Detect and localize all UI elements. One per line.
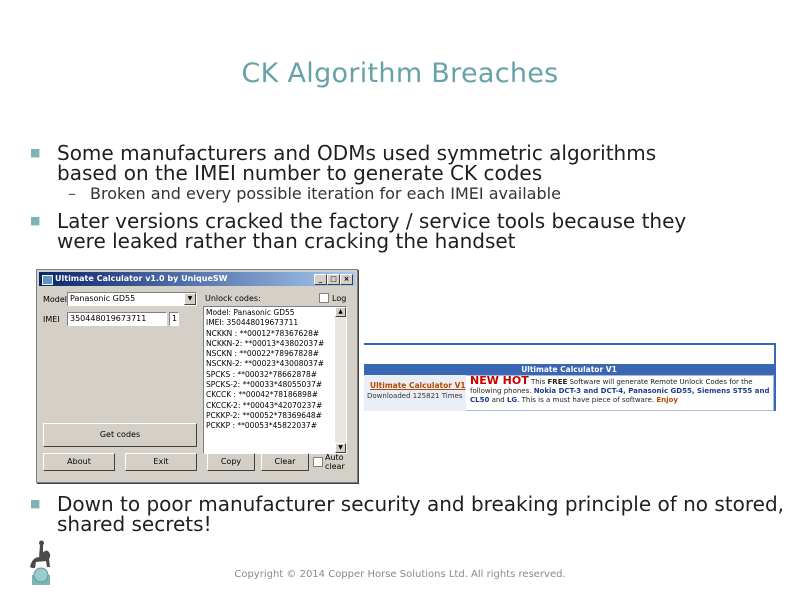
banner-lg: LG (506, 396, 518, 404)
code-line: Model: Panasonic GD55 (206, 308, 295, 317)
imei-label: IMEI (43, 315, 60, 324)
calculator-titlebar[interactable] (39, 272, 355, 286)
minimize-button[interactable]: _ (314, 274, 327, 285)
banner-side-bar (774, 343, 776, 411)
code-line: CKCCK-2: **00043*42070237# (206, 400, 323, 410)
bullet-1-line-1: Some manufacturers and ODMs used symmetric algorithms (57, 141, 657, 165)
banner-link[interactable]: Ultimate Calculator V1 (370, 381, 466, 390)
sub-bullet-text: Broken and every possible iteration for each IMEI available (90, 184, 561, 203)
code-line: IMEI: 350448019673711 (206, 318, 299, 328)
code-line: NCKKN : **00012*78367628# (206, 328, 320, 338)
model-label: Model (43, 295, 68, 304)
banner-top-line (364, 343, 774, 345)
calculator-title: Ultimate Calculator v1.0 by UniqueSW (55, 274, 228, 283)
banner-text-pre: This (530, 378, 548, 386)
app-icon (42, 275, 53, 285)
bullet-2-line-2: were leaked rather than cracking the handset (57, 229, 516, 253)
imei-check-digit: 1 (169, 312, 179, 326)
sub-bullet (68, 184, 561, 203)
code-line: NCKKN-2: **00013*43802037# (206, 338, 325, 348)
square-bullet-icon: ■ (30, 497, 41, 510)
auto-clear-checkbox[interactable] (313, 457, 323, 467)
banner-description (470, 376, 770, 405)
unlock-codes-output[interactable] (203, 306, 347, 454)
bullet-1-line-2: based on the IMEI number to generate CK codes (57, 161, 543, 185)
scroll-down-icon[interactable]: ▼ (335, 443, 346, 453)
banner-phones: Nokia DCT-3 and DCT-4, Panasonic GD55, Siemens ST55 and CL50 (470, 387, 770, 404)
auto-clear-label: Auto clear (325, 453, 345, 471)
get-codes-button[interactable]: Get codes (43, 423, 197, 447)
code-line: SPCKS-2: **00033*48055037# (206, 380, 323, 390)
dash-bullet-icon: – (68, 184, 76, 203)
model-value: Panasonic GD55 (70, 294, 136, 303)
scroll-up-icon[interactable]: ▲ (335, 307, 346, 317)
bullet-2-line-1: Later versions cracked the factory / service tools because they (57, 209, 687, 233)
log-label: Log (332, 294, 347, 303)
maximize-button[interactable]: □ (327, 274, 340, 285)
banner-free: FREE (547, 378, 568, 386)
banner-header: Ultimate Calculator V1 (364, 364, 774, 375)
code-line: SPCKS : **00032*78662878# (206, 369, 318, 379)
close-button[interactable]: × (340, 274, 353, 285)
code-line: NSCKN : **00022*78967828# (206, 349, 319, 359)
calculator-window (36, 269, 358, 483)
chevron-down-icon[interactable]: ▼ (184, 293, 196, 305)
model-select[interactable] (67, 292, 197, 306)
download-banner (364, 343, 774, 411)
code-line: NSCKN-2: **00023*43008037# (206, 359, 325, 369)
new-hot-label: NEW HOT (470, 374, 529, 387)
code-line: PCKKP-2: **00052*78369648# (206, 410, 322, 420)
copyright-footer: Copyright © 2014 Copper Horse Solutions Ltd. All rights reserved. (234, 569, 566, 580)
square-bullet-icon: ■ (30, 214, 41, 227)
vertical-scrollbar[interactable] (335, 307, 346, 453)
banner-text-end: . This is a must have piece of software. (517, 396, 657, 404)
unlock-codes-label: Unlock codes: (205, 294, 261, 303)
code-line: CKCCK : **00042*78186898# (206, 390, 318, 400)
square-bullet-icon: ■ (30, 146, 41, 159)
bullet-3-line-2: shared secrets! (57, 512, 212, 536)
exit-button[interactable]: Exit (125, 453, 197, 471)
imei-input[interactable]: 350448019673711 (67, 312, 167, 326)
banner-downloads: Downloaded 125821 Times (367, 392, 463, 400)
bullet-3-line-1: Down to poor manufacturer security and breaking principle of no stored, (57, 492, 785, 516)
slide-title: CK Algorithm Breaches (241, 58, 559, 89)
banner-left-box (364, 375, 466, 411)
log-checkbox[interactable] (319, 293, 329, 303)
copy-button[interactable]: Copy (207, 453, 255, 471)
about-button[interactable]: About (43, 453, 115, 471)
banner-enjoy: Enjoy (656, 396, 678, 404)
clear-button[interactable]: Clear (261, 453, 309, 471)
banner-text-and: and (489, 396, 507, 404)
code-line: PCKKP : **00053*45822037# (206, 421, 317, 431)
banner-text-mid: Software will generate Remote Unlock Codes for the following phones. (470, 378, 753, 395)
